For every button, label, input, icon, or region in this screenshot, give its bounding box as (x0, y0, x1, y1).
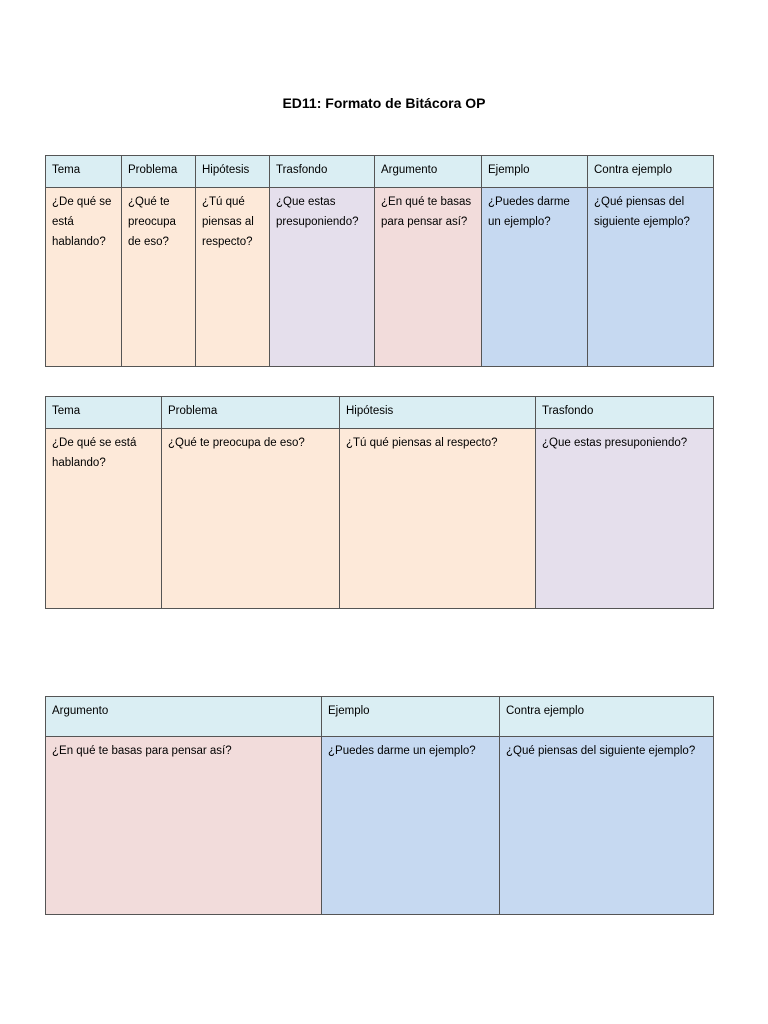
table-header-row (46, 697, 714, 737)
table-header-row (46, 156, 714, 188)
header-trasfondo: Trasfondo (270, 156, 375, 188)
cell-ejemplo: ¿Puedes darme un ejemplo? (322, 737, 500, 915)
header-ejemplo: Ejemplo (482, 156, 588, 188)
table-row (46, 737, 714, 915)
bitacora-table-part-1 (45, 396, 714, 609)
header-argumento: Argumento (375, 156, 482, 188)
header-contra-ejemplo: Contra ejemplo (588, 156, 714, 188)
cell-hipotesis: ¿Tú qué piensas al respecto? (196, 188, 270, 367)
cell-tema: ¿De qué se está hablando? (46, 188, 122, 367)
header-tema: Tema (46, 156, 122, 188)
bitacora-table-full (45, 155, 714, 367)
cell-problema: ¿Qué te preocupa de eso? (162, 429, 340, 609)
cell-argumento: ¿En qué te basas para pensar así? (375, 188, 482, 367)
cell-contra-ejemplo: ¿Qué piensas del siguiente ejemplo? (588, 188, 714, 367)
header-trasfondo: Trasfondo (536, 397, 714, 429)
header-contra-ejemplo: Contra ejemplo (500, 697, 714, 737)
header-argumento: Argumento (46, 697, 322, 737)
header-problema: Problema (122, 156, 196, 188)
header-ejemplo: Ejemplo (322, 697, 500, 737)
header-problema: Problema (162, 397, 340, 429)
header-hipotesis: Hipótesis (196, 156, 270, 188)
cell-problema: ¿Qué te preocupa de eso? (122, 188, 196, 367)
page-title: ED11: Formato de Bitácora OP (282, 95, 486, 111)
table-header-row (46, 397, 714, 429)
cell-tema: ¿De qué se está hablando? (46, 429, 162, 609)
table-row (46, 429, 714, 609)
cell-hipotesis: ¿Tú qué piensas al respecto? (340, 429, 536, 609)
header-tema: Tema (46, 397, 162, 429)
table-row (46, 188, 714, 367)
header-hipotesis: Hipótesis (340, 397, 536, 429)
cell-contra-ejemplo: ¿Qué piensas del siguiente ejemplo? (500, 737, 714, 915)
cell-argumento: ¿En qué te basas para pensar así? (46, 737, 322, 915)
bitacora-table-part-2 (45, 696, 714, 915)
cell-trasfondo: ¿Que estas presuponiendo? (270, 188, 375, 367)
cell-ejemplo: ¿Puedes darme un ejemplo? (482, 188, 588, 367)
cell-trasfondo: ¿Que estas presuponiendo? (536, 429, 714, 609)
